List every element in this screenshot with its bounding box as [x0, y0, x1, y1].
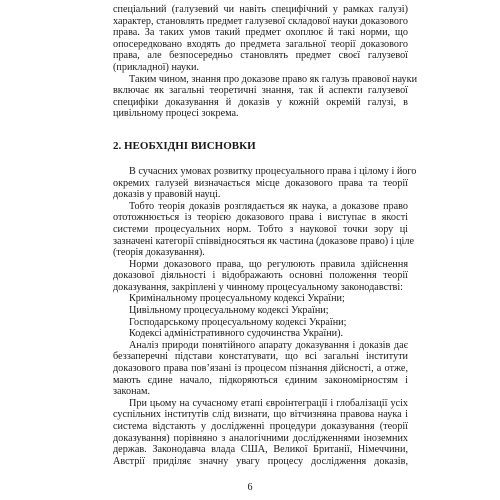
text-column — [113, 4, 418, 467]
body-text-top — [113, 4, 418, 120]
paragraph — [113, 259, 408, 294]
text-line: Аналіз природи понятійного апарату доказування і доказів дає — [129, 339, 408, 351]
paragraph — [113, 73, 418, 120]
list-item: Кримінальному процесуальному кодексі України; — [129, 293, 345, 305]
text-line: (прикладної) науки. — [113, 61, 199, 73]
text-line: спеціальний (галузевий чи навіть специфічний у рамках галузі) — [113, 4, 408, 15]
text-line: Австрії приділяє значну увагу процесу дослідження доказів, — [113, 455, 408, 467]
text-line: опосередковано входять до предмета загальної теорії доказового — [113, 38, 408, 50]
paragraph — [113, 305, 408, 317]
text-line: законам. — [113, 386, 151, 398]
list-item: Господарському процесуальному кодексі України; — [129, 316, 347, 328]
paragraph — [113, 4, 408, 74]
paragraph — [113, 293, 408, 305]
section-heading: 2. НЕОБХІДНІ ВИСНОВКИ — [113, 139, 256, 152]
text-line: доказового права пов’язані із процесом пізнання дійсності, а отже, — [113, 363, 408, 375]
text-line: права, але безпосередньо становлять предмет своєї галузевої — [113, 50, 408, 62]
paragraph — [113, 398, 408, 468]
paragraph — [113, 328, 408, 340]
text-line: включає як загальні теоретичні знання, так й аспекти галузевої — [113, 85, 408, 97]
paragraph — [113, 317, 408, 329]
text-line: (теорія доказування). — [113, 247, 205, 259]
text-line: Таким чином, знання про доказове право як галузь правової науки — [129, 73, 418, 85]
list-item: Кодексі адміністративного судочинства України). — [129, 328, 344, 340]
text-line: зазначені категорії співвідносяться як частина (доказове право) і ціле — [113, 235, 414, 247]
text-line: В сучасних умовах розвитку процесуального права і цілому і його — [129, 165, 417, 177]
text-line: специфіки доказування й доказів у кожній окремій галузі, в — [113, 96, 408, 108]
text-line: Тобто теорія доказів розглядається як наука, а доказове право — [129, 200, 408, 212]
text-line: доказів у правовій науці. — [113, 189, 221, 201]
paragraph — [113, 200, 414, 259]
text-line: При цьому на сучасному етапі євроінтеграції і глобалізації усіх — [129, 397, 408, 409]
text-line: суспільних інститутів слід визнати, що вітчизняна правова наука і — [113, 409, 408, 421]
list-item: Цивільному процесуальному кодексі України; — [129, 305, 329, 317]
page-number: 6 — [247, 482, 253, 493]
text-line: системи процесуальних норм. Тобто з наукової точки зору ці — [113, 223, 408, 235]
text-line: цивільному процесі зокрема. — [113, 108, 239, 120]
text-line: доказування) порівняно з аналогічними дослідженнями іноземних — [113, 432, 408, 444]
body-text-bottom — [113, 165, 417, 467]
text-line: окремих галузей визначається місце доказового права та теорії — [113, 177, 408, 189]
text-line: характер, становлять предмет галузевої складової науки доказового — [113, 15, 408, 27]
text-line: мають єдине начало, підкоряються єдиним закономірностям і — [113, 374, 408, 386]
text-line: ототожнюється із теорією доказового права і виступає в якості — [113, 212, 408, 224]
text-line: Норми доказового права, що регулюють правила здійснення — [129, 258, 408, 270]
text-line: беззаперечні підстави констатувати, що всі загальні інститути — [113, 351, 408, 363]
text-line: доказування, закріплені у чинному процесуальному законодавстві: — [113, 281, 404, 293]
text-line: система відстають у дослідженні процедури доказування (теорії — [113, 421, 408, 432]
paragraph — [113, 340, 408, 398]
paragraph — [113, 165, 417, 201]
text-line: права. За таких умов такий предмет охоплює й такі норми, що — [113, 27, 408, 39]
text-line: доказової діяльності і відображають основні положення теорії — [113, 270, 408, 282]
text-line: держав. Законодавча влада США, Великої Британії, Німеччини, — [113, 444, 408, 456]
